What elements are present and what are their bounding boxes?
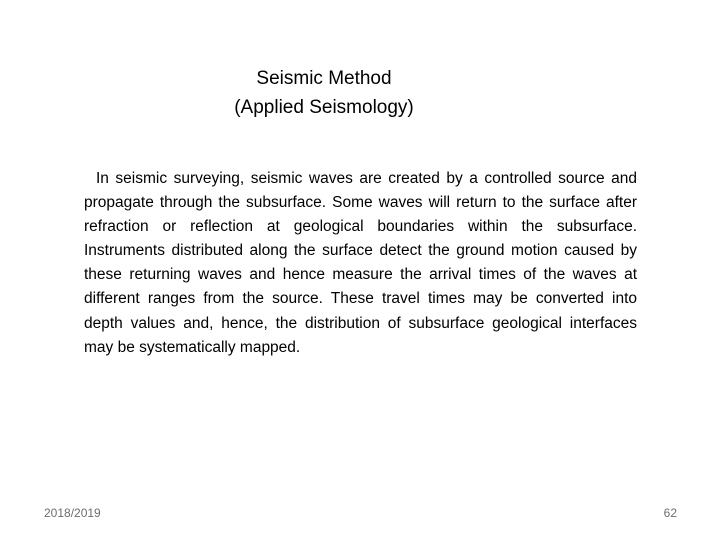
slide-title-line1: Seismic Method: [256, 68, 392, 89]
slide-title: [0, 64, 648, 122]
page-number: 62: [663, 506, 677, 520]
slide-subtitle: (Applied Seismology): [234, 97, 414, 118]
footer-date: 2018/2019: [44, 506, 101, 520]
body-paragraph: In seismic surveying, seismic waves are created by a controlled source and propagate through the subsurface. Some waves will return to the surface after refraction or reflection at geological boundaries within the subsurface. Instruments distributed along the surface detect the ground motion caused by these returning waves and hence measure the arrival times of the waves at different ranges from the source. These travel times may be converted into depth values and, hence, the distribution of subsurface geological interfaces may be systematically mapped.: [84, 170, 637, 356]
